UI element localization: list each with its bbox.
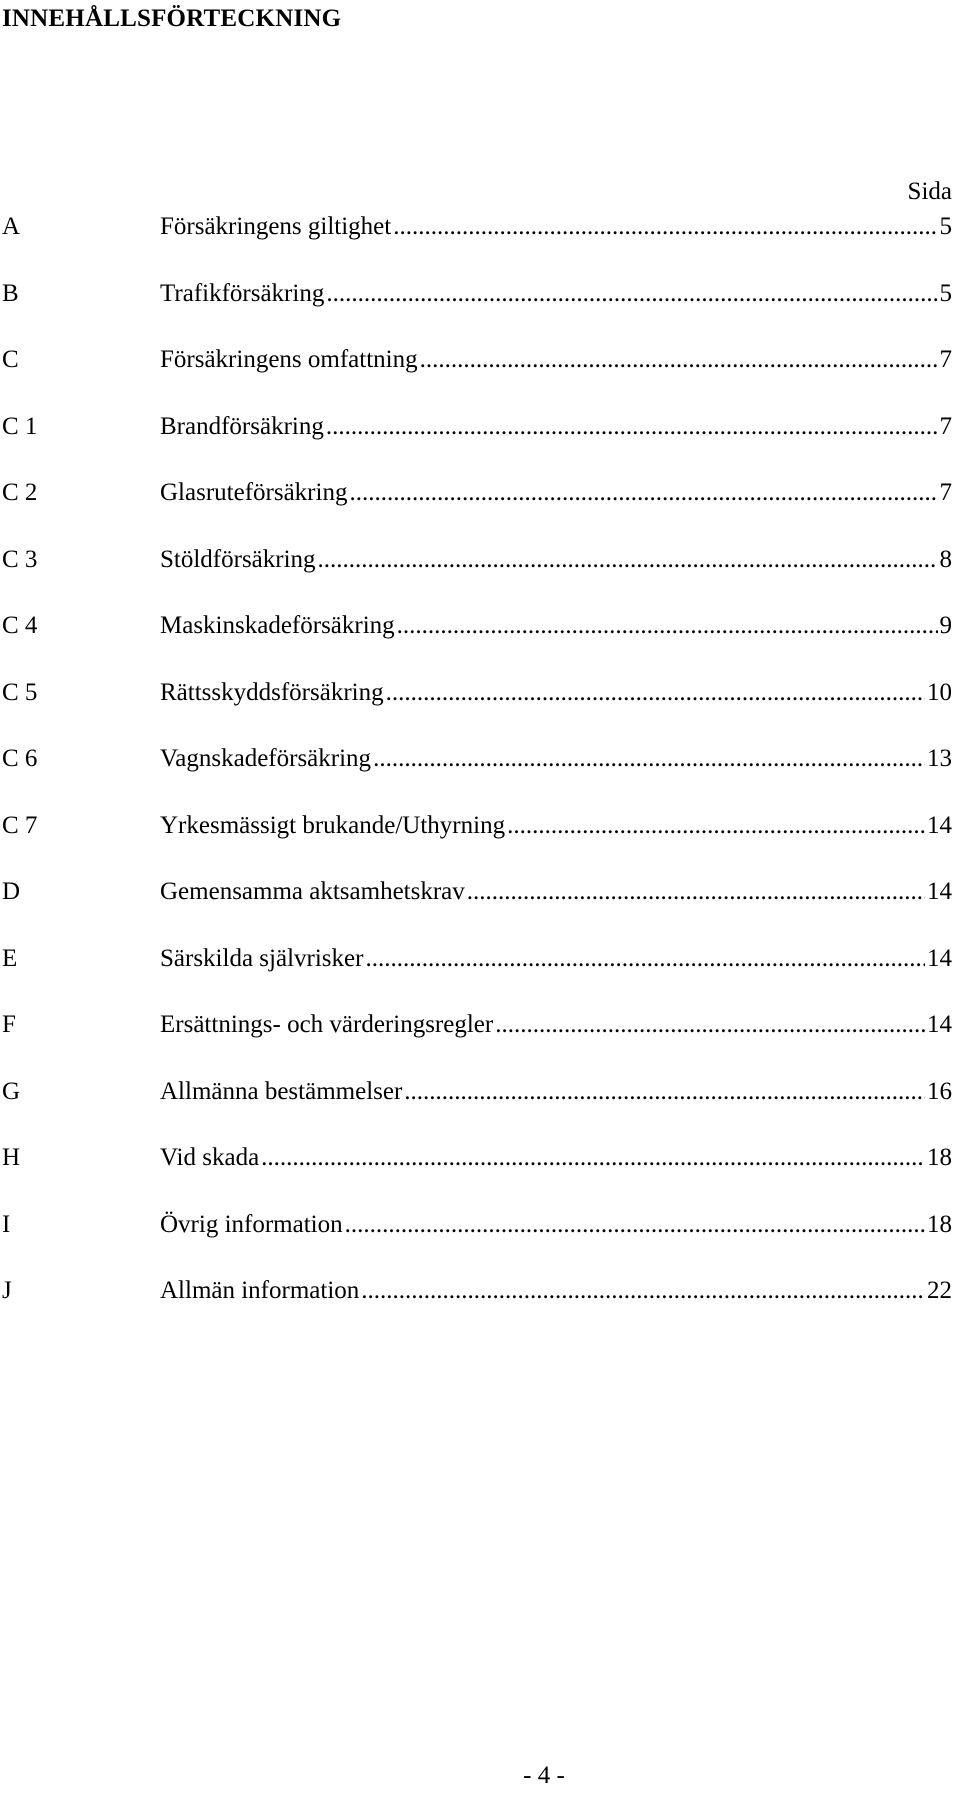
toc-label: Stöldförsäkring bbox=[160, 545, 316, 573]
toc-row-f[interactable] bbox=[0, 1010, 952, 1077]
toc-row-e[interactable] bbox=[0, 944, 952, 1011]
toc-page-number: 9 bbox=[939, 612, 952, 639]
toc-row-j[interactable] bbox=[0, 1276, 952, 1343]
toc-leader-dots bbox=[345, 1210, 925, 1240]
toc-row-c6[interactable] bbox=[0, 744, 952, 811]
toc-code: C 2 bbox=[2, 479, 38, 506]
toc-row-c7[interactable] bbox=[0, 811, 952, 878]
toc-label: Ersättnings- och värderingsregler bbox=[160, 1011, 494, 1038]
toc-code: B bbox=[2, 279, 19, 307]
toc-row-a[interactable] bbox=[0, 212, 952, 279]
toc-row-c[interactable] bbox=[0, 345, 952, 412]
toc-leader-dots bbox=[420, 345, 938, 375]
toc-leader-dots bbox=[373, 744, 925, 774]
toc-row-d[interactable] bbox=[0, 877, 952, 944]
toc-code: D bbox=[2, 878, 21, 905]
toc-leader-dots bbox=[318, 545, 938, 575]
page-number: - 4 - bbox=[523, 1762, 565, 1789]
toc-leader-dots bbox=[326, 412, 938, 442]
toc-label: Vid skada bbox=[160, 1144, 260, 1171]
toc-leader-dots bbox=[261, 1143, 925, 1173]
toc-row-b[interactable] bbox=[0, 279, 952, 346]
toc-label: Allmänna bestämmelser bbox=[160, 1077, 403, 1105]
page-column-header: Sida bbox=[907, 178, 952, 205]
toc-code: C 5 bbox=[2, 678, 38, 706]
toc-page-number: 5 bbox=[939, 213, 952, 240]
toc-page-number: 13 bbox=[927, 745, 952, 772]
toc-row-g[interactable] bbox=[0, 1077, 952, 1144]
toc-code: E bbox=[2, 944, 18, 972]
toc-row-c3[interactable] bbox=[0, 545, 952, 612]
toc-label: Glasruteförsäkring bbox=[160, 479, 348, 506]
toc-leader-dots bbox=[397, 611, 938, 641]
toc-page-number: 14 bbox=[927, 811, 952, 839]
toc-leader-dots bbox=[349, 478, 937, 508]
toc-leader-dots bbox=[386, 678, 925, 708]
toc-row-c1[interactable] bbox=[0, 412, 952, 479]
toc-code: J bbox=[2, 1277, 12, 1304]
toc-row-c4[interactable] bbox=[0, 611, 952, 678]
toc-leader-dots bbox=[365, 944, 925, 974]
toc-code: C bbox=[2, 346, 19, 373]
toc-leader-dots bbox=[361, 1276, 925, 1306]
toc-code: C 1 bbox=[2, 412, 38, 440]
toc-code: C 3 bbox=[2, 545, 38, 573]
toc-row-i[interactable] bbox=[0, 1210, 952, 1277]
toc-label: Rättsskyddsförsäkring bbox=[160, 678, 384, 706]
toc-page-number: 14 bbox=[927, 1011, 952, 1038]
toc-code: C 4 bbox=[2, 612, 38, 639]
toc-leader-dots bbox=[507, 811, 925, 841]
toc-label: Försäkringens giltighet bbox=[160, 213, 392, 240]
toc-code: F bbox=[2, 1011, 16, 1038]
toc-label: Försäkringens omfattning bbox=[160, 346, 418, 373]
toc-code: G bbox=[2, 1077, 21, 1105]
toc-page-number: 5 bbox=[939, 279, 952, 307]
toc-leader-dots bbox=[393, 212, 937, 242]
toc-page-number: 14 bbox=[927, 878, 952, 905]
table-of-contents bbox=[0, 212, 952, 1343]
toc-code: A bbox=[2, 213, 21, 240]
toc-page-number: 8 bbox=[939, 545, 952, 573]
toc-label: Vagnskadeförsäkring bbox=[160, 745, 372, 772]
toc-page-number: 16 bbox=[927, 1077, 952, 1105]
toc-page-number: 22 bbox=[927, 1277, 952, 1304]
page-footer bbox=[0, 1762, 960, 1790]
toc-row-c2[interactable] bbox=[0, 478, 952, 545]
toc-page-number: 14 bbox=[927, 944, 952, 972]
toc-label: Yrkesmässigt brukande/Uthyrning bbox=[160, 811, 506, 839]
toc-code: C 6 bbox=[2, 745, 38, 772]
toc-label: Maskinskadeförsäkring bbox=[160, 612, 395, 639]
toc-label: Övrig information bbox=[160, 1210, 343, 1238]
toc-label: Särskilda självrisker bbox=[160, 944, 364, 972]
toc-label: Brandförsäkring bbox=[160, 412, 324, 440]
toc-label: Trafikförsäkring bbox=[160, 279, 325, 307]
toc-page-number: 7 bbox=[939, 412, 952, 440]
toc-page-number: 10 bbox=[927, 678, 952, 706]
toc-code: I bbox=[2, 1210, 11, 1238]
toc-leader-dots bbox=[404, 1077, 925, 1107]
toc-page-number: 18 bbox=[927, 1210, 952, 1238]
toc-label: Allmän information bbox=[160, 1277, 360, 1304]
toc-code: H bbox=[2, 1144, 21, 1171]
toc-page-number: 7 bbox=[939, 346, 952, 373]
toc-row-c5[interactable] bbox=[0, 678, 952, 745]
toc-page-number: 7 bbox=[939, 479, 952, 506]
document-title: INNEHÅLLSFÖRTECKNING bbox=[2, 5, 342, 32]
toc-leader-dots bbox=[326, 279, 937, 309]
toc-label: Gemensamma aktsamhetskrav bbox=[160, 878, 465, 905]
toc-code: C 7 bbox=[2, 811, 38, 839]
toc-page-number: 18 bbox=[927, 1144, 952, 1171]
toc-leader-dots bbox=[495, 1010, 925, 1040]
toc-leader-dots bbox=[467, 877, 925, 907]
toc-row-h[interactable] bbox=[0, 1143, 952, 1210]
